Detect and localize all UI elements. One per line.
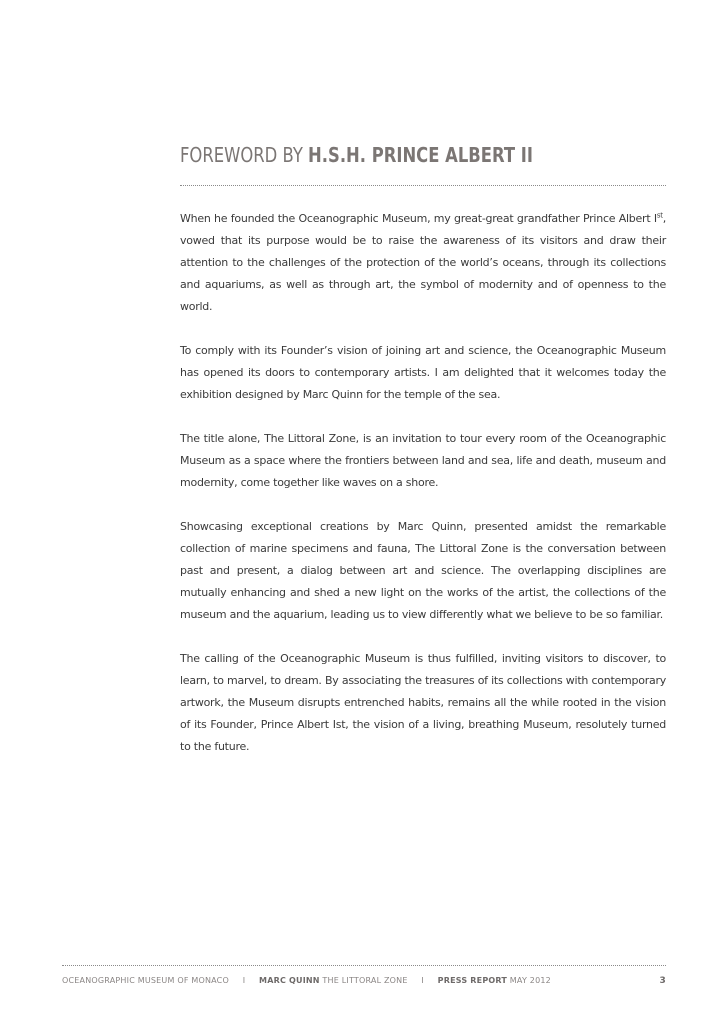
- paragraph-5: The calling of the Oceanographic Museum is thus fulfilled, inviting visitors to discover, to learn, to marvel, to dream. By associating the treasures of its collections with contemporary artwork, the Museum disrupts entrenched habits, remains all the while rooted in the vision of its Founder, Prince Albert Ist, the vision of a living, breathing Museum, resolutely turned to the future.: [180, 652, 666, 753]
- footer-separator-2: I: [421, 976, 424, 985]
- footer-institution: OCEANOGRAPHIC MUSEUM OF MONACO: [62, 976, 229, 985]
- foreword-body: [180, 208, 666, 780]
- title-name: H.S.H. PRINCE ALBERT II: [308, 143, 533, 167]
- paragraph-1: [180, 208, 666, 318]
- footer-report-label: PRESS REPORT: [437, 976, 508, 985]
- superscript-st: st: [656, 211, 663, 220]
- paragraph-4: Showcasing exceptional creations by Marc Quinn, presented amidst the remarkable collection of marine specimens and fauna, The Littoral Zone is the conversation between past and present, a dialog between art and science. The overlapping disciplines are mutually enhancing and shed a new light on the works of the artist, the collections of the museum and the aquarium, leading us to view differently what we believe to be so familiar.: [180, 520, 666, 621]
- footer-exhibition: THE LITTORAL ZONE: [322, 976, 408, 985]
- page-number: 3: [659, 976, 666, 986]
- page-title: [180, 143, 533, 167]
- footer-divider: [62, 965, 666, 966]
- footer-separator-1: I: [242, 976, 246, 985]
- paragraph-1-end: , vowed that its purpose would be to raise the awareness of its visitors and draw their attention to the challenges of the protection of the world’s oceans, through its collections and aquariums, as well as through art, the symbol of modernity and of openness to the world.: [180, 212, 666, 313]
- paragraph-1-start: When he founded the Oceanographic Museum, my great-great grandfather Prince Albert I: [180, 212, 657, 225]
- paragraph-2: To comply with its Founder’s vision of joining art and science, the Oceanographic Museum has opened its doors to contemporary artists. I am delighted that it welcomes today the exhibition designed by Marc Quinn for the temple of the sea.: [180, 344, 666, 401]
- footer-report-date: MAY 2012: [509, 976, 551, 985]
- title-divider: [180, 185, 666, 186]
- footer-artist: MARC QUINN: [259, 976, 320, 985]
- paragraph-3: The title alone, The Littoral Zone, is an invitation to tour every room of the Oceanographic Museum as a space where the frontiers between land and sea, life and death, museum and modernity, come together like waves on a shore.: [180, 432, 666, 489]
- page-footer: [62, 976, 666, 990]
- title-prefix: FOREWORD BY: [180, 143, 303, 167]
